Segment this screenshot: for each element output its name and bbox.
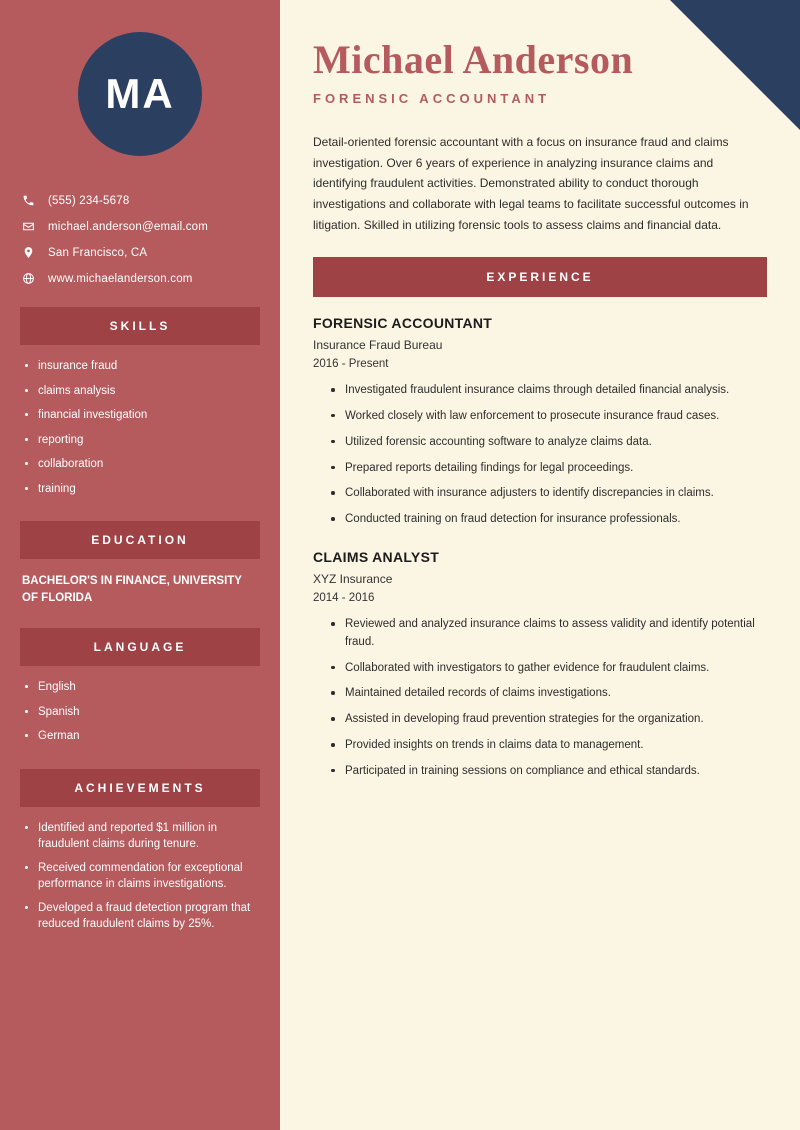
list-item: Collaborated with investigators to gather evidence for fraudulent claims.	[331, 660, 767, 678]
profile-summary: Detail-oriented forensic accountant with a focus on insurance fraud and claims investigation. Over 6 years of experience in analyzing insurance claims and identifying fraudulent activities. Demonstrated ability to conduct thorough investigations and collaborate with legal teams to facilitate successful outcomes in litigation. Skilled in utilizing forensic tools to assess claims and financial data.	[313, 135, 749, 232]
skills-list	[0, 359, 280, 497]
job-role: FORENSIC ACCOUNTANT	[313, 315, 493, 332]
contact-phone-text: (555) 234-5678	[48, 194, 130, 207]
contact-item-location	[22, 246, 280, 259]
language-heading: LANGUAGE	[20, 628, 260, 666]
skills-heading: SKILLS	[20, 307, 260, 345]
globe-icon	[22, 272, 44, 285]
list-item: training	[24, 482, 258, 498]
list-item: Conducted training on fraud detection for insurance professionals.	[331, 511, 767, 529]
language-list	[0, 680, 280, 745]
list-item: Worked closely with law enforcement to prosecute insurance fraud cases.	[331, 408, 767, 426]
avatar-container	[0, 0, 280, 156]
email-icon	[22, 220, 44, 233]
experience-entry	[313, 315, 767, 529]
list-item: Provided insights on trends in claims data to management.	[331, 737, 767, 755]
job-company: Insurance Fraud Bureau	[313, 338, 443, 353]
list-item: financial investigation	[24, 408, 258, 424]
list-item: Participated in training sessions on compliance and ethical standards.	[331, 763, 767, 781]
list-item: Assisted in developing fraud prevention strategies for the organization.	[331, 711, 767, 729]
contact-item-website	[22, 272, 280, 285]
achievements-heading: ACHIEVEMENTS	[20, 769, 260, 807]
list-item: claims analysis	[24, 384, 258, 400]
list-item: Developed a fraud detection program that reduced fraudulent claims by 25%.	[24, 901, 258, 932]
list-item: Utilized forensic accounting software to analyze claims data.	[331, 434, 767, 452]
education-entry: BACHELOR'S IN FINANCE, UNIVERSITY OF FLORIDA	[22, 575, 242, 604]
profile-job-title: FORENSIC ACCOUNTANT	[313, 91, 551, 106]
main-content	[280, 0, 800, 1130]
list-item: Identified and reported $1 million in fraudulent claims during tenure.	[24, 821, 258, 852]
list-item: collaboration	[24, 457, 258, 473]
contact-item-phone	[22, 194, 280, 207]
contact-location-text: San Francisco, CA	[48, 246, 148, 259]
list-item: Reviewed and analyzed insurance claims to assess validity and identify potential fraud.	[331, 616, 767, 652]
job-company: XYZ Insurance	[313, 572, 393, 586]
list-item: Collaborated with insurance adjusters to identify discrepancies in claims.	[331, 485, 767, 503]
contact-email-text: michael.anderson@email.com	[48, 220, 209, 233]
job-dates: 2016 - Present	[313, 358, 389, 371]
list-item: Investigated fraudulent insurance claims through detailed financial analysis.	[331, 382, 767, 400]
list-item: Received commendation for exceptional performance in claims investigations.	[24, 861, 258, 892]
list-item: insurance fraud	[24, 359, 258, 375]
list-item: Spanish	[24, 705, 258, 721]
job-bullets	[313, 382, 767, 529]
experience-entry	[313, 549, 767, 781]
job-role: CLAIMS ANALYST	[313, 549, 440, 565]
education-heading: EDUCATION	[20, 521, 260, 559]
list-item: reporting	[24, 433, 258, 449]
list-item: German	[24, 729, 258, 745]
sidebar	[0, 0, 280, 1130]
contact-item-email	[22, 220, 280, 233]
list-item: Prepared reports detailing findings for legal proceedings.	[331, 460, 767, 478]
list-item: English	[24, 680, 258, 696]
page-title: Michael Anderson	[313, 37, 634, 82]
job-dates: 2014 - 2016	[313, 592, 375, 604]
contact-list	[0, 194, 280, 285]
location-pin-icon	[22, 246, 44, 259]
achievements-list	[0, 821, 280, 932]
experience-heading: EXPERIENCE	[313, 257, 767, 297]
job-bullets	[313, 616, 767, 781]
list-item: Maintained detailed records of claims investigations.	[331, 685, 767, 703]
contact-website-text: www.michaelanderson.com	[48, 272, 193, 285]
avatar: MA	[78, 32, 202, 156]
phone-icon	[22, 194, 44, 207]
